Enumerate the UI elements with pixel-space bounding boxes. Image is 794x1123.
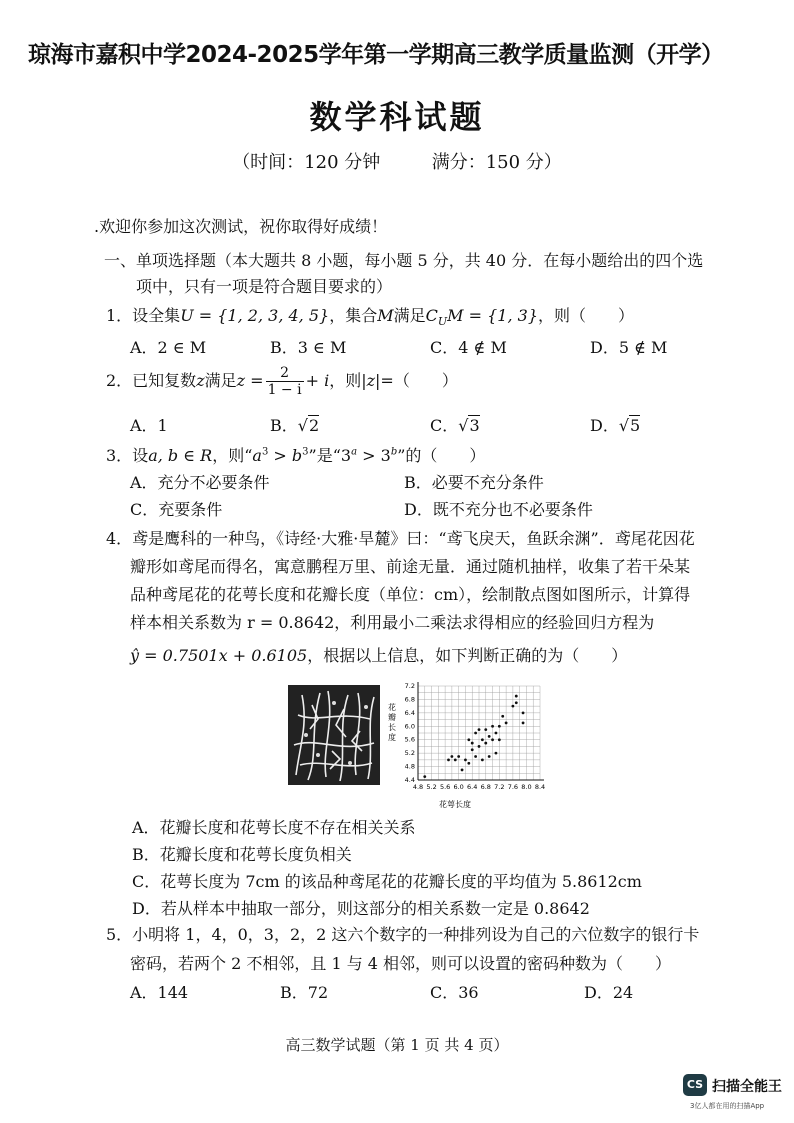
q4-regression-line: ŷ = 0.7501x + 0.6105，根据以上信息，如下判断正确的为（ ） [130, 646, 628, 665]
data-point [447, 758, 450, 761]
time-label: （时间：120 分钟 [232, 152, 381, 173]
question-2: 2．已知复数z满足z = $\frac{2}{1 - i}$ + i，则|z|=（ ） [106, 365, 458, 398]
data-point [461, 769, 464, 772]
exam-time-score [0, 148, 794, 174]
data-point [498, 725, 501, 728]
q4-line-3: 品种鸢尾花的花萼长度和花瓣长度（单位：cm），绘制散点图如图所示，计算得 [130, 585, 691, 604]
data-point [467, 738, 470, 741]
y-label-char: 长 [388, 723, 396, 732]
x-tick-label: 6.4 [467, 783, 478, 791]
data-point [515, 695, 518, 698]
q4-option-d: D．若从样本中抽取一部分，则这部分的相关系数一定是 0.8642 [132, 899, 590, 918]
data-point [481, 738, 484, 741]
plot-axes [418, 682, 544, 780]
data-point [457, 755, 460, 758]
q2-option-a: A．1 [130, 416, 168, 435]
scanner-logo: CS [683, 1074, 707, 1096]
x-tick-label: 5.6 [439, 783, 451, 791]
data-point [495, 752, 498, 755]
data-point [450, 755, 453, 758]
q3-option-c: C．充要条件 [130, 500, 223, 519]
y-axis-label [388, 702, 396, 742]
data-point [474, 755, 477, 758]
question-1: 1．设全集U = {1, 2, 3, 4, 5}，集合M满足$C_UM = \{1$, 3}，则（ ） [106, 306, 635, 329]
data-point [515, 701, 518, 704]
question-3: 3．设a, b ∈ R，则“$a^3 > b^3$”是“$3^a > 3^b$”的（ ） [106, 446, 486, 465]
q4-option-a: A．花瓣长度和花萼长度不存在相关关系 [132, 818, 416, 837]
q1-option-c: C．4 ∉ M [430, 338, 507, 357]
data-point [491, 725, 494, 728]
data-point [488, 735, 491, 738]
q4-line-2: 瓣形如鸢尾而得名，寓意鹏程万里、前途无量．通过随机抽样，收集了若干朵某 [130, 557, 691, 576]
plot-points [423, 695, 524, 778]
data-point [478, 745, 481, 748]
data-point [481, 758, 484, 761]
data-point [495, 732, 498, 735]
x-tick-label: 7.2 [494, 783, 505, 791]
scatter-plot [380, 680, 550, 810]
data-point [505, 722, 508, 725]
x-tick-label: 7.6 [507, 783, 519, 791]
data-point [484, 742, 487, 745]
score-label: 满分：150 分） [431, 152, 562, 173]
school-title: 琼海市嘉积中学2024-2025学年第一学期高三教学质量监测（开学） [28, 42, 724, 68]
q4-line-4: 样本相关系数为 r = 0.8642，利用最小二乘法求得相应的经验回归方程为 [130, 613, 655, 632]
regression-equation: ŷ = 0.7501x + 0.6105 [130, 646, 308, 665]
data-point [464, 758, 467, 761]
q2-option-c: C．√3 [430, 416, 480, 435]
y-label-char: 花 [388, 703, 396, 712]
x-tick-label: 6.8 [480, 783, 491, 791]
data-point [484, 728, 487, 731]
scanner-name: 扫描全能王 [712, 1079, 782, 1095]
q4-option-b: B．花瓣长度和花萼长度负相关 [132, 845, 352, 864]
page-footer: 高三数学试题（第 1 页 共 4 页） [285, 1036, 509, 1054]
subject-title: 数学科试题 [309, 98, 485, 136]
q3-option-a: A．充分不必要条件 [130, 473, 270, 492]
q1-option-b: B．3 ∈ M [270, 338, 347, 357]
q5-option-a: A．144 [130, 983, 189, 1002]
q1-option-a: A．2 ∈ M [130, 338, 207, 357]
fraction: $\frac{2}{1 - i}$ [267, 365, 302, 398]
data-point [454, 758, 457, 761]
q5-option-b: B．72 [280, 983, 329, 1002]
data-point [471, 742, 474, 745]
y-tick-label: 6.0 [404, 722, 415, 731]
x-tick-label: 5.2 [426, 783, 437, 791]
y-tick-label: 5.6 [404, 735, 415, 744]
x-axis-label: 花萼长度 [439, 800, 471, 809]
scanner-tagline: 3亿人都在用的扫描App [690, 1102, 765, 1110]
data-point [522, 711, 525, 714]
data-point [488, 755, 491, 758]
section-heading-line2: 项中，只有一项是符合题目要求的） [136, 277, 393, 296]
q2-option-b: B．√2 [270, 416, 320, 435]
data-point [471, 748, 474, 751]
y-tick-label: 4.4 [404, 776, 415, 784]
y-label-char: 瓣 [388, 713, 396, 722]
q4-line-1: 4．鸢是鹰科的一种鸟，《诗经·大雅·旱麓》曰：“鸢飞戾天，鱼跃余渊”．鸢尾花因花 [106, 529, 695, 548]
y-label-char: 度 [388, 733, 396, 742]
y-tick-label: 6.8 [404, 695, 415, 704]
data-point [511, 705, 514, 708]
data-point [467, 762, 470, 765]
data-point [491, 738, 494, 741]
x-tick-label: 6.0 [453, 783, 464, 791]
data-point [498, 738, 501, 741]
q5-line-1: 5．小明将 1，4，0，3，2，2 这六个数字的一种排列设为自己的六位数字的银行卡 [106, 925, 700, 944]
data-point [478, 728, 481, 731]
x-tick-label: 4.8 [412, 783, 424, 791]
q1-option-d: D．5 ∉ M [590, 338, 668, 357]
q5-option-c: C．36 [430, 983, 479, 1002]
q4-option-c: C．花萼长度为 7cm 的该品种鸢尾花的花瓣长度的平均值为 5.8612cm [132, 872, 642, 891]
greeting: .欢迎你参加这次测试，祝你取得好成绩！ [94, 217, 388, 236]
data-point [423, 775, 426, 778]
y-tick-label: 6.4 [404, 708, 415, 717]
set-u: U = {1, 2, 3, 4, 5} [180, 306, 330, 325]
data-point [522, 722, 525, 725]
q3-option-b: B．必要不充分条件 [404, 473, 544, 492]
q3-option-d: D．既不充分也不必要条件 [404, 500, 593, 519]
y-tick-label: 5.2 [404, 749, 415, 758]
q5-line-2: 密码，若两个 2 不相邻，且 1 与 4 相邻，则可以设置的密码种数为（ ） [130, 954, 672, 973]
q5-option-d: D．24 [584, 983, 634, 1002]
iris-flower-image [288, 685, 380, 785]
data-point [474, 732, 477, 735]
data-point [501, 715, 504, 718]
x-tick-label: 8.0 [521, 783, 532, 791]
section-heading-line1: 一、单项选择题（本大题共 8 小题，每小题 5 分，共 40 分．在每小题给出的四个选 [104, 251, 704, 270]
q2-option-d: D．√5 [590, 416, 641, 435]
y-tick-label: 7.2 [404, 682, 415, 690]
plot-ticks [405, 682, 546, 791]
y-tick-label: 4.8 [404, 762, 415, 771]
x-tick-label: 8.4 [534, 783, 546, 791]
plot-grid [418, 686, 540, 780]
